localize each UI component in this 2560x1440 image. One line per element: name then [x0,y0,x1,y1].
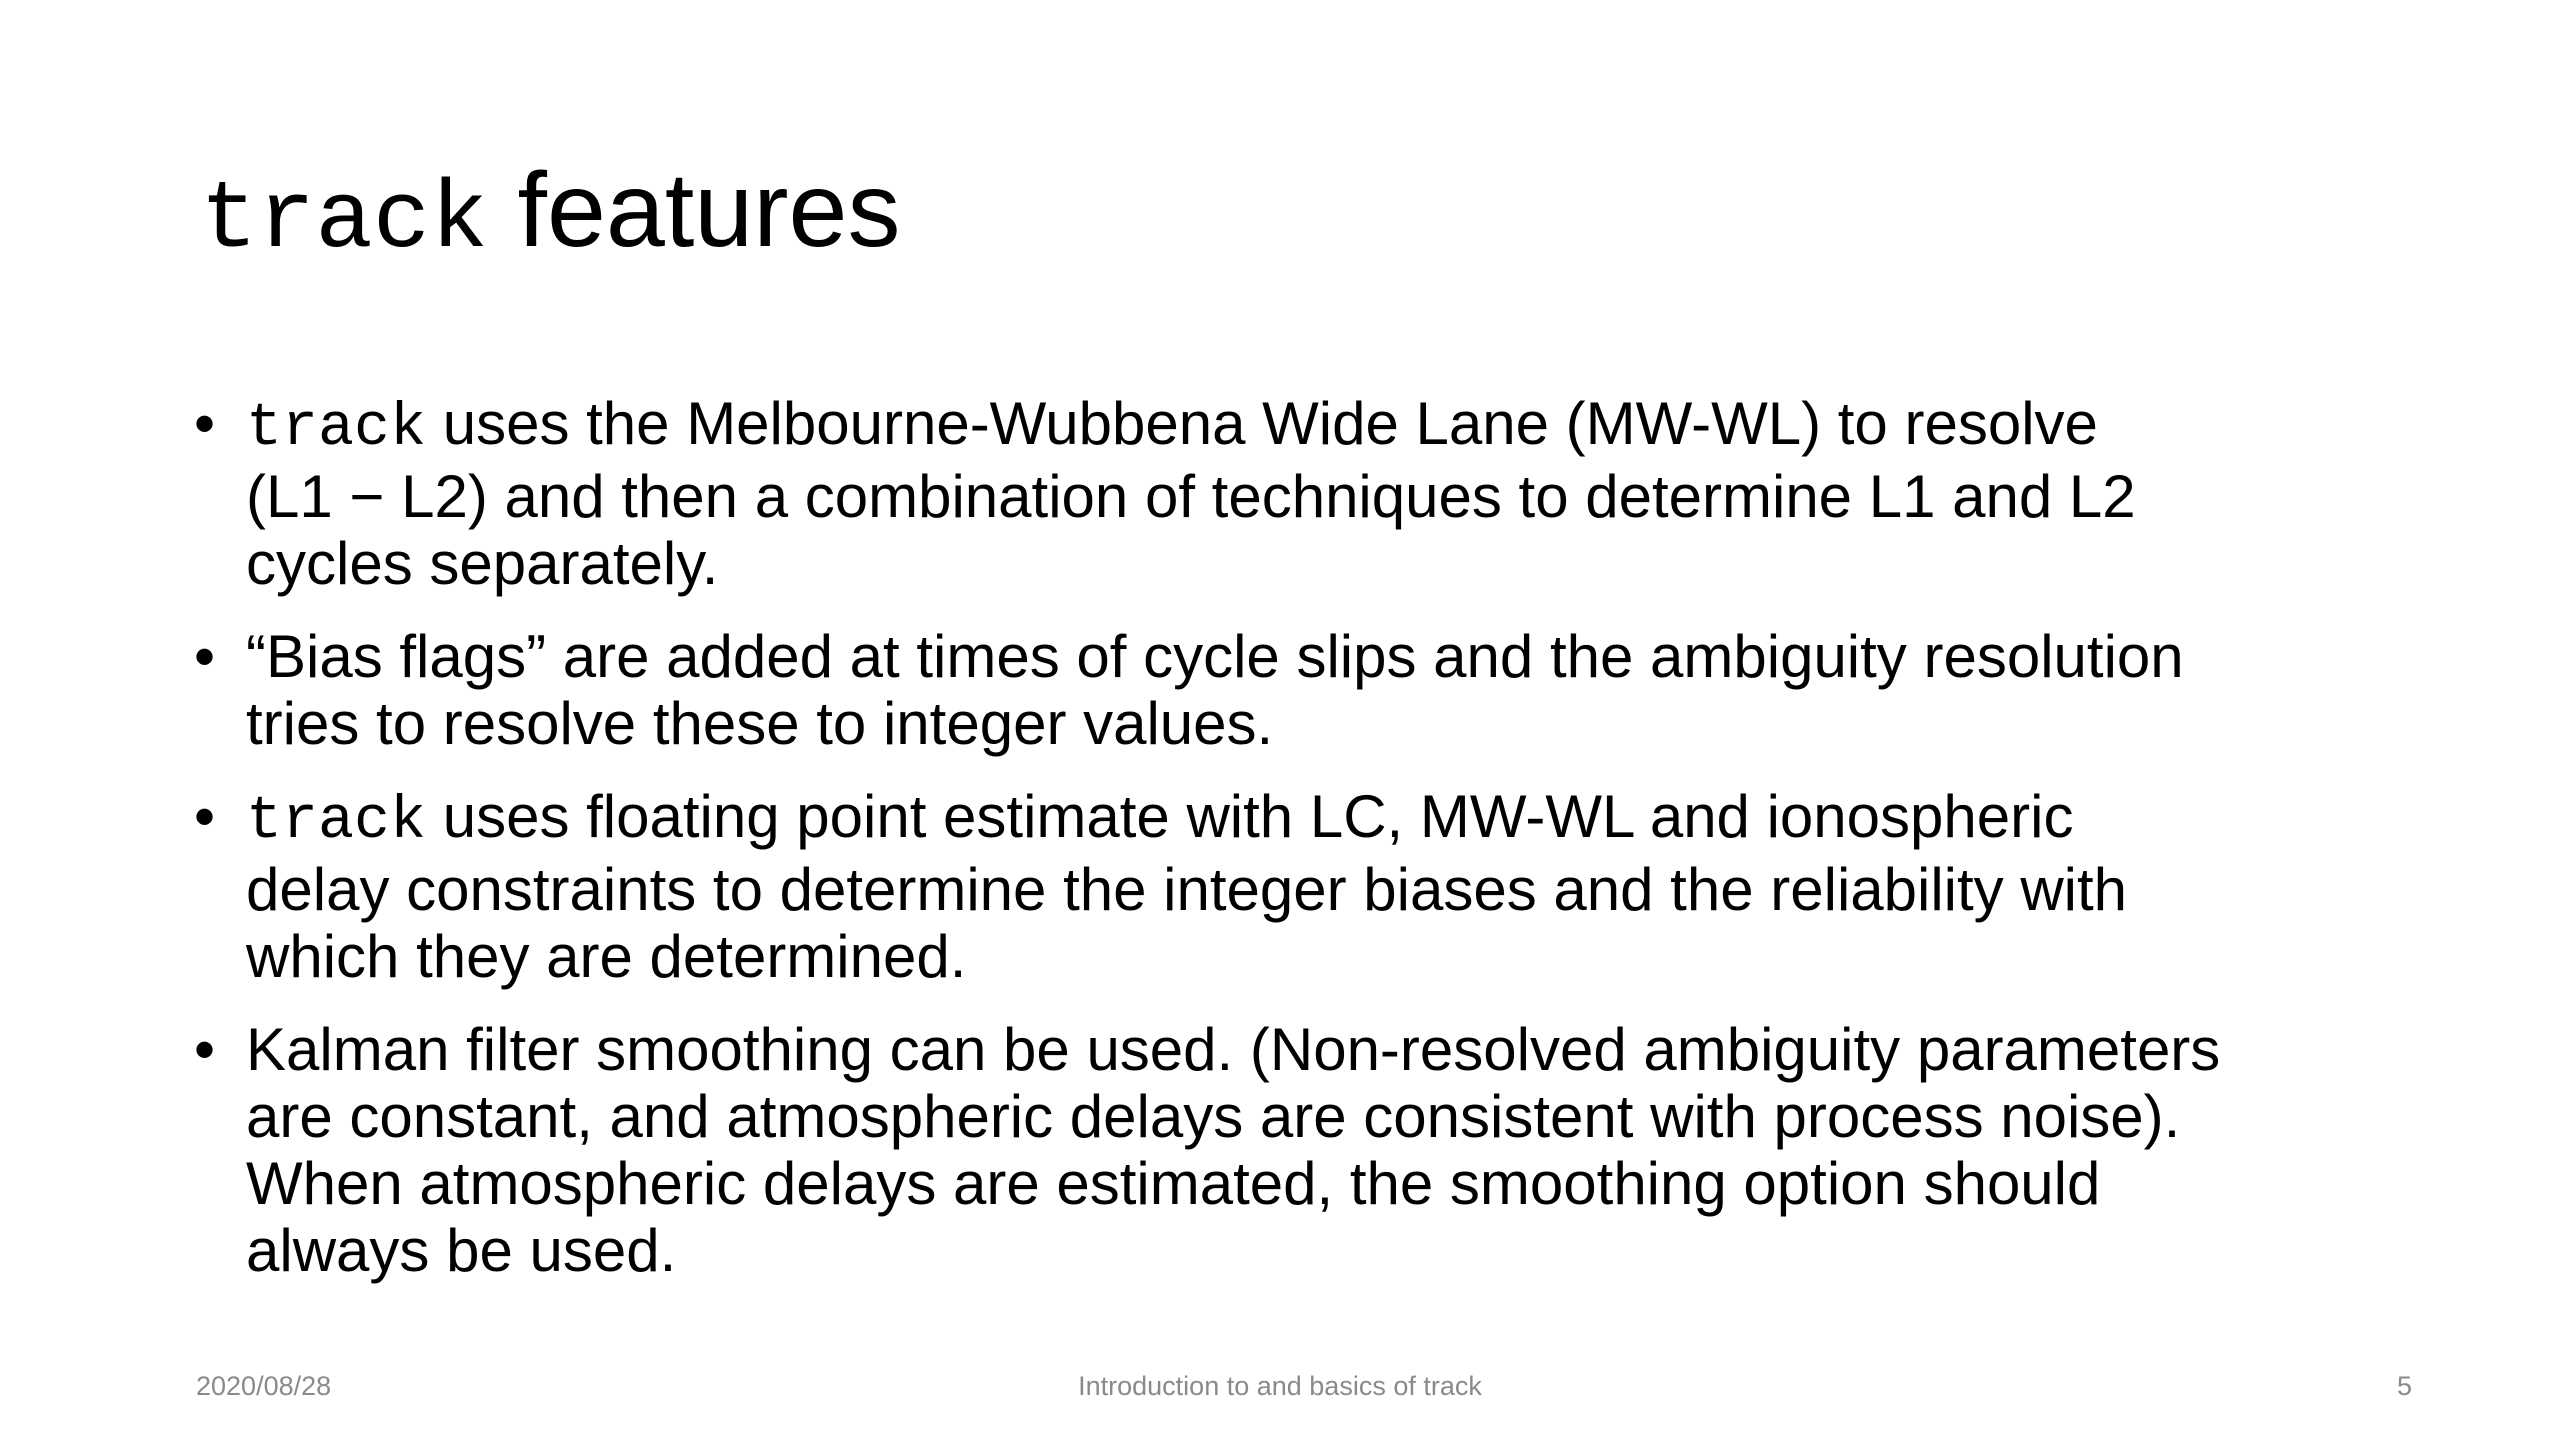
bullet-line: cycles separately. [246,530,719,597]
bullet-dot: • [194,623,216,690]
bullet-line-text: uses floating point estimate with LC, MW-WL and ionospheric [442,783,2074,850]
bullet-line-text: uses the Melbourne-Wubbena Wide Lane (MW-WL) to resolve [442,390,2098,457]
bullet-dot: • [194,783,216,850]
bullet-line [246,783,2424,856]
bullet-item [194,390,2424,597]
footer-title: Introduction to and basics of track [1078,1371,1482,1401]
title-text [488,151,900,269]
bullet-item [194,623,2424,757]
title-code-word: track [200,166,489,275]
bullet-dot: • [194,390,216,457]
inline-code: track [246,395,427,463]
footer-date: 2020/08/28 [196,1371,332,1401]
bullet-line: which they are determined. [246,923,967,990]
bullet-line: always be used. [246,1217,677,1284]
bullet-line: are constant, and atmospheric delays are consistent with process noise). [246,1083,2181,1150]
bullet-line: (L1 − L2) and then a combination of techniques to determine L1 and L2 [246,463,2136,530]
bullet-line: “Bias flags” are added at times of cycle slips and the ambiguity resolution [246,623,2184,690]
bullet-dot: • [194,1016,216,1083]
bullet-line: Kalman filter smoothing can be used. (Non-resolved ambiguity parameters [246,1016,2221,1083]
bullet-item [194,783,2424,990]
inline-code: track [246,788,427,856]
bullet-item [194,1016,2424,1284]
bullet-list [194,390,2424,1310]
slide-title [200,140,901,280]
footer-page-number: 5 [2396,1371,2412,1401]
title-rest-text: features [517,151,901,269]
bullet-line [246,390,2424,463]
bullet-line: tries to resolve these to integer values. [246,690,1274,757]
bullet-line: delay constraints to determine the integer biases and the reliability with [246,856,2128,923]
bullet-line: When atmospheric delays are estimated, the smoothing option should [246,1150,2101,1217]
